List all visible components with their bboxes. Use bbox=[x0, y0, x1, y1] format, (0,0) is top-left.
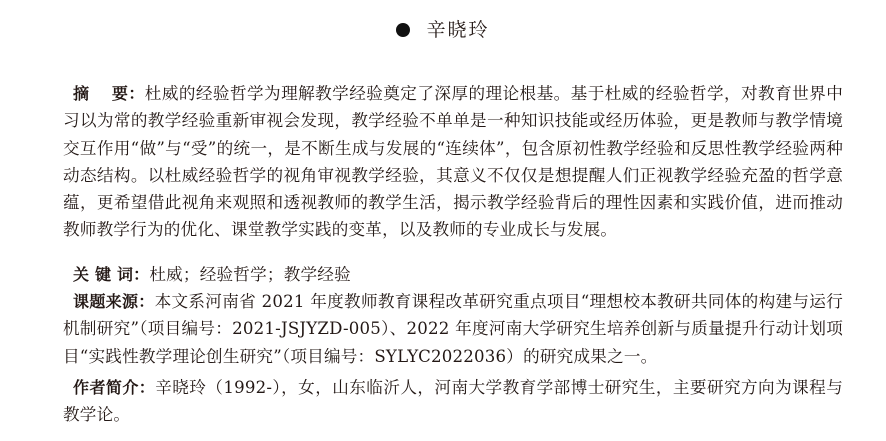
abstract-paragraph bbox=[63, 80, 843, 244]
bullet-dot-icon bbox=[396, 23, 410, 37]
funding-paragraph bbox=[63, 288, 843, 370]
author-name: 辛晓玲 bbox=[426, 19, 490, 41]
bio-text: 辛晓玲（1992-），女，山东临沂人，河南大学教育学部博士研究生，主要研究方向为课程与教学论。 bbox=[63, 378, 843, 425]
funding-label: 课题来源： bbox=[73, 292, 155, 311]
bio-label: 作者简介： bbox=[73, 378, 156, 397]
abstract-label: 摘 要： bbox=[73, 84, 145, 103]
funding-text: 本文系河南省 2021 年度教师教育课程改革研究重点项目“理想校本教研共同体的构建与运行机制研究”（项目编号：2021-JSJYZD-005）、2022 年度河南大学研究生培养创新与质量提升行动计划项目“实践性教学理论创生研究”（项目编号：SYLYC2022036）的研究成果之一。 bbox=[63, 292, 843, 366]
author-bio-paragraph bbox=[63, 374, 843, 429]
keywords-label: 关 键 词： bbox=[73, 265, 150, 284]
keywords-text: 杜威；经验哲学；教学经验 bbox=[149, 265, 351, 284]
abstract-text: 杜威的经验哲学为理解教学经验奠定了深厚的理论根基。基于杜威的经验哲学，对教育世界中习以为常的教学经验重新审视会发现，教学经验不单单是一种知识技能或经历体验，更是教师与教学情境交互作用“做”与“受”的统一，是不断生成与发展的“连续体”，包含原初性教学经验和反思性教学经验两种动态结构。以杜威经验哲学的视角审视教学经验，其意义不仅仅是想提醒人们正视教学经验充盈的哲学意蕴，更希望借此视角来观照和透视教师的教学生活，揭示教学经验背后的理性因素和实践价值，进而推动教师教学行为的优化、课堂教学实践的变革，以及教师的专业成长与发展。 bbox=[63, 84, 843, 240]
author-line bbox=[0, 16, 886, 44]
keywords-paragraph bbox=[63, 261, 843, 288]
